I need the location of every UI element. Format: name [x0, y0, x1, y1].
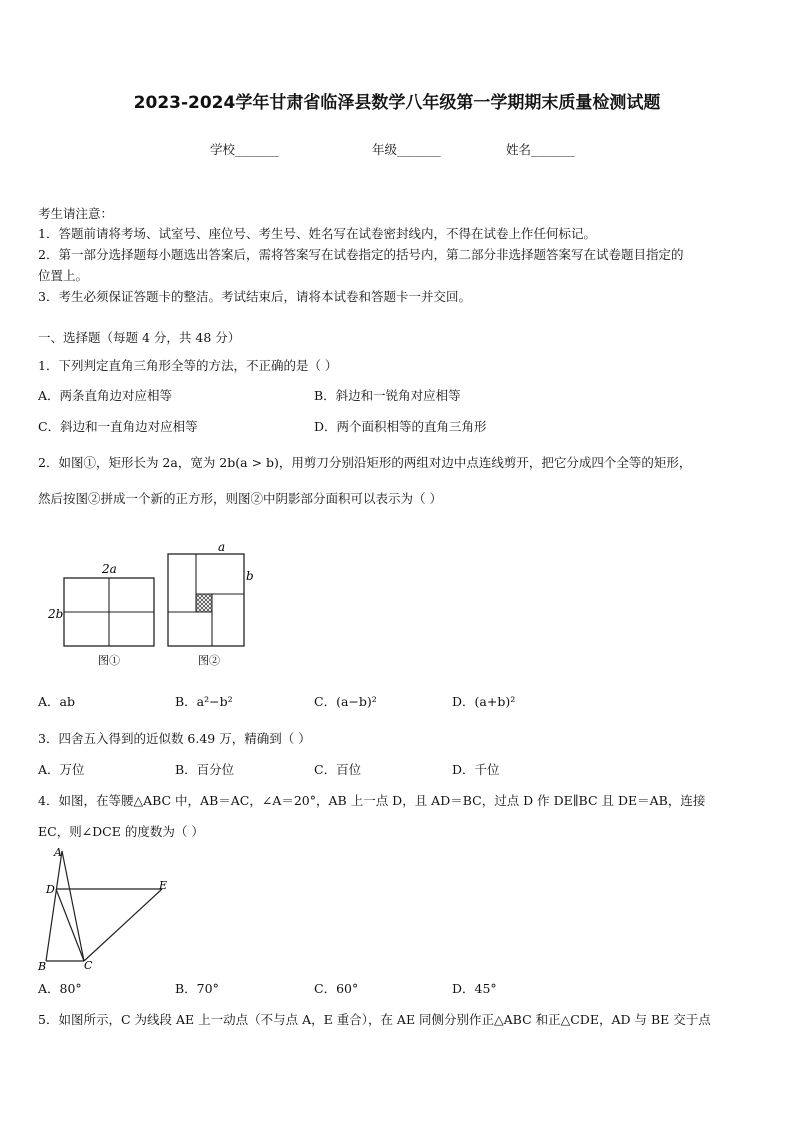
question-stem: 然后按图②拼成一个新的正方形，则图②中阴影部分面积可以表示为（ ）	[38, 491, 442, 506]
figure-2-square	[168, 554, 244, 646]
question-stem: 3．四舍五入得到的近似数 6.49 万，精确到（ ）	[38, 731, 311, 746]
notice-item: 位置上。	[38, 268, 89, 283]
option-b: B．斜边和一锐角对应相等	[314, 388, 461, 403]
option-c: C．(a−b)²	[314, 694, 377, 709]
question-stem: 2．如图①，矩形长为 2a，宽为 2b(a > b)，用剪刀分别沿矩形的两组对边中点连线剪开，把它分成四个全等的矩形，	[38, 455, 692, 470]
figure-2-caption: 图②	[198, 654, 220, 667]
option-c: C．百位	[314, 762, 362, 777]
figure-1-top-label: 2a	[102, 562, 117, 576]
school-field: 学校_______	[210, 142, 279, 157]
option-a: A．万位	[38, 762, 85, 777]
page-title: 2023-2024学年甘肃省临泽县数学八年级第一学期期末质量检测试题	[133, 93, 661, 113]
label-c: C	[84, 959, 93, 972]
shaded-square	[196, 594, 212, 612]
figure-2-top-label: a	[218, 540, 226, 554]
figure-1-caption: 图①	[98, 654, 120, 667]
grade-field: 年级_______	[372, 142, 441, 157]
option-d: D．两个面积相等的直角三角形	[314, 419, 487, 434]
q4-triangle-figure	[34, 843, 174, 973]
section-heading: 一、选择题（每题 4 分，共 48 分）	[38, 330, 241, 345]
option-b: B．百分位	[175, 762, 235, 777]
label-b: B	[38, 960, 47, 973]
option-d: D．(a+b)²	[452, 694, 516, 709]
label-d: D	[46, 883, 55, 896]
notice-heading: 考生请注意：	[38, 206, 114, 221]
notice-item: 2．第一部分选择题每小题选出答案后，需将答案写在试卷指定的括号内，第二部分非选择题答案写在试卷题目指定的	[38, 247, 684, 262]
figure-1-side-label: 2b	[48, 607, 64, 621]
label-a: A	[54, 846, 62, 859]
question-stem: 5．如图所示，C 为线段 AE 上一动点（不与点 A，E 重合），在 AE 同侧分别作正△ABC 和正△CDE，AD 与 BE 交于点	[38, 1012, 711, 1027]
notice-item: 1．答题前请将考场、试室号、座位号、考生号、姓名写在试卷密封线内，不得在试卷上作任何标记。	[38, 226, 596, 241]
figure-2-side-label: b	[246, 569, 254, 583]
option-a: A．80°	[38, 981, 82, 996]
label-e: E	[159, 879, 168, 892]
option-a: A．两条直角边对应相等	[38, 388, 173, 403]
option-c: C．斜边和一直角边对应相等	[38, 419, 198, 434]
option-b: B．a²−b²	[175, 694, 233, 709]
name-field: 姓名_______	[506, 142, 575, 157]
option-d: D．45°	[452, 981, 497, 996]
question-stem: EC，则∠DCE 的度数为（ ）	[38, 824, 204, 839]
question-stem: 1．下列判定直角三角形全等的方法，不正确的是（ ）	[38, 358, 338, 373]
option-a: A．ab	[38, 694, 75, 709]
option-c: C．60°	[314, 981, 359, 996]
notice-item: 3．考生必须保证答题卡的整洁。考试结束后，请将本试卷和答题卡一并交回。	[38, 289, 471, 304]
option-b: B．70°	[175, 981, 219, 996]
option-d: D．千位	[452, 762, 500, 777]
q2-figures	[40, 538, 270, 668]
question-stem: 4．如图，在等腰△ABC 中，AB＝AC，∠A＝20°，AB 上一点 D，且 AD＝BC，过点 D 作 DE∥BC 且 DE＝AB，连接	[38, 793, 706, 808]
figure-1-rectangle	[64, 578, 154, 646]
